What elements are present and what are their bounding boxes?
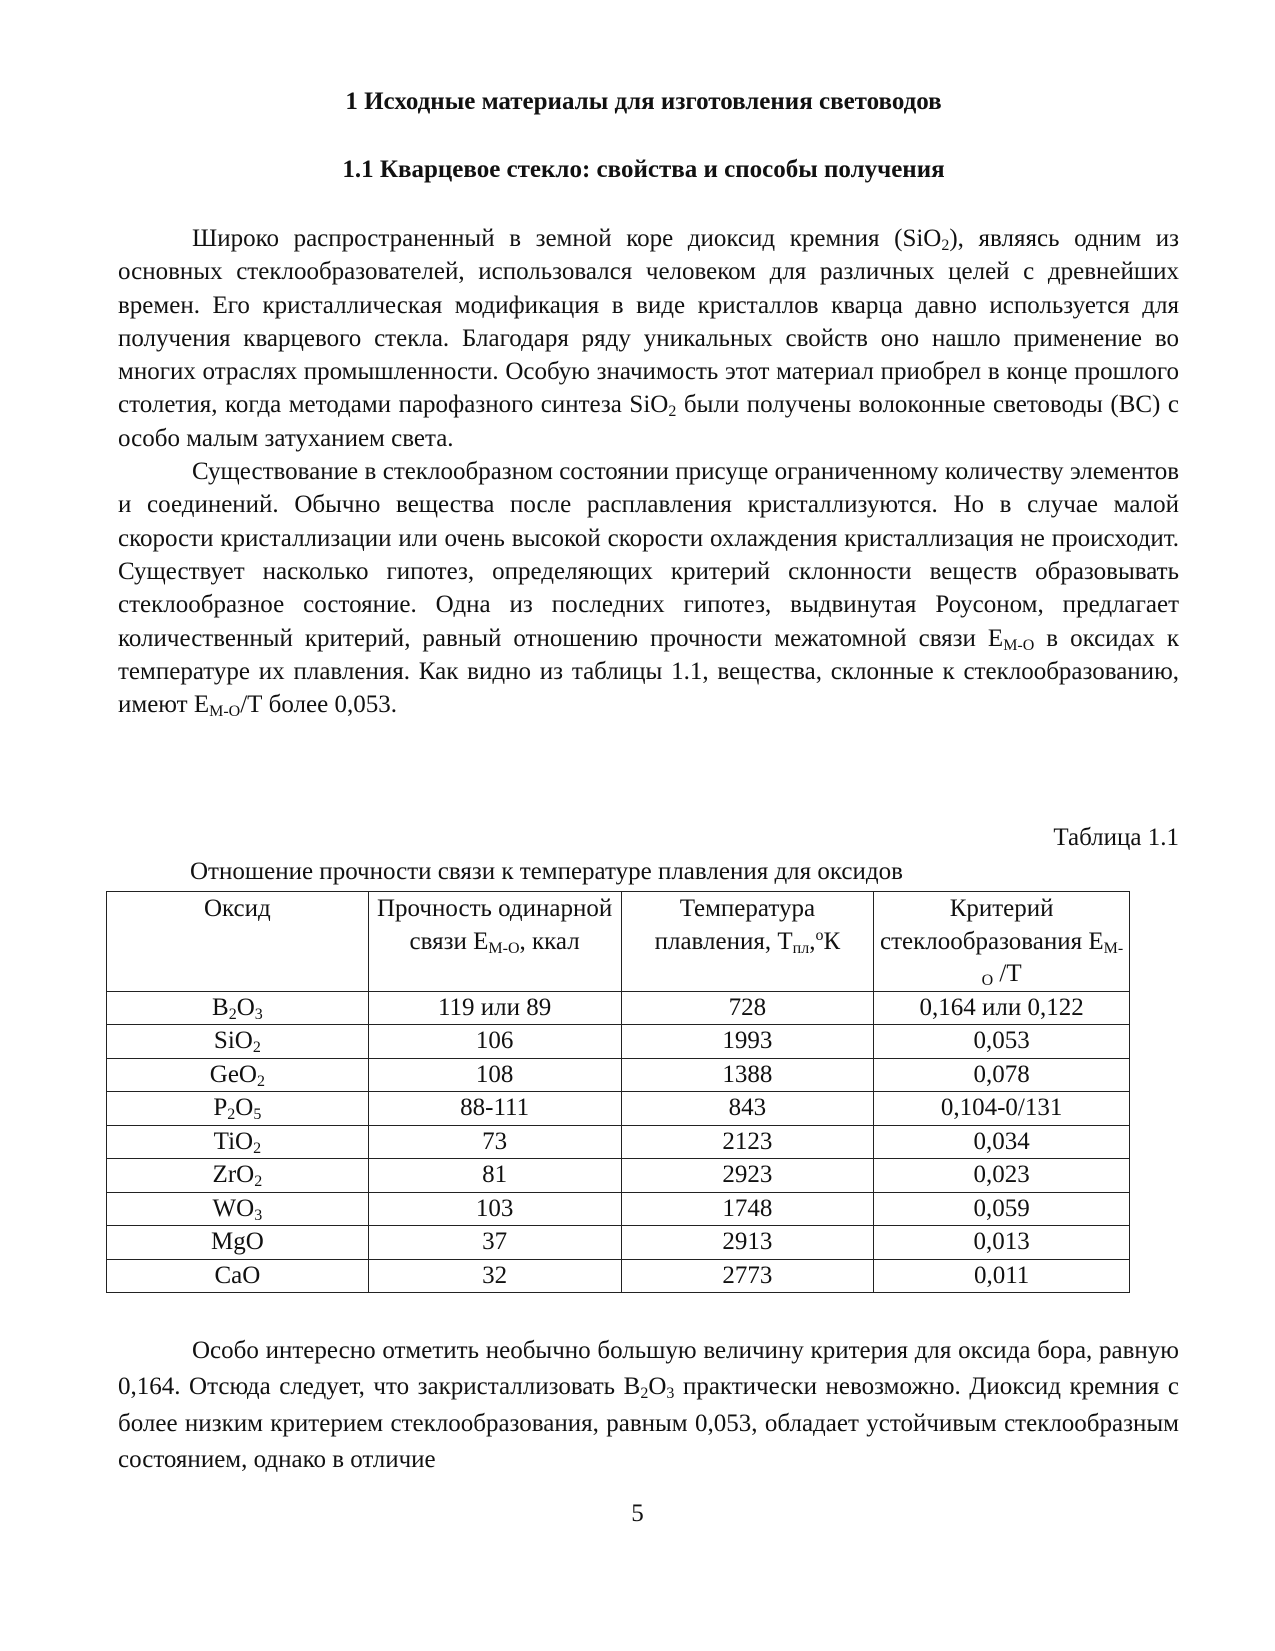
cell-oxide: $B_2O_3$ — [107, 991, 369, 1025]
table-row — [107, 1259, 1130, 1293]
cell-bond-strength: 81 — [368, 1159, 621, 1193]
header-oxide: Оксид — [107, 892, 369, 992]
table-row — [107, 1092, 1130, 1126]
cell-criterion: 0,078 — [874, 1058, 1130, 1092]
cell-melting-temp: 1993 — [621, 1025, 874, 1059]
cell-melting-temp: 2913 — [621, 1226, 874, 1260]
table-row — [107, 1192, 1130, 1226]
cell-criterion: 0,013 — [874, 1226, 1130, 1260]
table-header-row — [107, 892, 1130, 992]
header-criterion: Критерий стеклообразования $Е_{М-О}$ /Т — [874, 892, 1130, 992]
cell-bond-strength: 88-111 — [368, 1092, 621, 1126]
table-row — [107, 1159, 1130, 1193]
cell-melting-temp: 2123 — [621, 1125, 874, 1159]
cell-criterion: 0,059 — [874, 1192, 1130, 1226]
paragraph-2: Существование в стеклообразном состоянии присуще ограниченному количеству элементов и соединений. Обычно вещества после расплавления кристаллизуются. Но в случае малой скорости кристаллизации или очень высокой скорости охлаждения кристаллизация не происходит. Существует насколько гипотез, определяющих критерий склонности веществ образовывать стеклообразное состояние. Одна из последних гипотез, выдвинутая Роусоном, предлагает количественный критерий, равный отношению прочности межатомной связи $Е_{М-О}$ в оксидах к температуре их плавления. Как видно из таблицы 1.1, вещества, склонные к стеклообразованию, имеют $Е_{М-О}/Т$ более 0,053. — [118, 458, 1180, 721]
cell-bond-strength: 32 — [368, 1259, 621, 1293]
oxide-table — [106, 891, 1130, 1293]
cell-bond-strength: 73 — [368, 1125, 621, 1159]
cell-oxide: TiO$_2$ — [107, 1125, 369, 1159]
cell-melting-temp: 1748 — [621, 1192, 874, 1226]
table-label: Таблица 1.1 — [1053, 824, 1179, 851]
table-row — [107, 1058, 1130, 1092]
cell-oxide: SiO$_2$ — [107, 1025, 369, 1059]
table-caption: Отношение прочности связи к температуре плавления для оксидов — [190, 858, 903, 885]
cell-bond-strength: 119 или 89 — [368, 991, 621, 1025]
cell-criterion: 0,023 — [874, 1159, 1130, 1193]
cell-oxide: GeO$_2$ — [107, 1058, 369, 1092]
body-text-bottom — [118, 1333, 1179, 1478]
cell-melting-temp: 2773 — [621, 1259, 874, 1293]
chapter-heading: 1 Исходные материалы для изготовления световодов — [345, 88, 942, 115]
table-row — [107, 1025, 1130, 1059]
cell-criterion: 0,164 или 0,122 — [874, 991, 1130, 1025]
cell-criterion: 0,034 — [874, 1125, 1130, 1159]
cell-melting-temp: 843 — [621, 1092, 874, 1126]
table-row — [107, 1226, 1130, 1260]
cell-oxide: $P_2O_5$ — [107, 1092, 369, 1126]
cell-bond-strength: 106 — [368, 1025, 621, 1059]
header-bond-strength: Прочность одинарной связи $Е_{М-О}$, ккал — [368, 892, 621, 992]
cell-bond-strength: 108 — [368, 1058, 621, 1092]
cell-oxide: $WO_3$ — [107, 1192, 369, 1226]
cell-melting-temp: 2923 — [621, 1159, 874, 1193]
cell-oxide: CaO — [107, 1259, 369, 1293]
cell-melting-temp: 1388 — [621, 1058, 874, 1092]
cell-oxide: ZrO$_2$ — [107, 1159, 369, 1193]
cell-bond-strength: 103 — [368, 1192, 621, 1226]
section-heading: 1.1 Кварцевое стекло: свойства и способы получения — [342, 156, 945, 183]
paragraph-1: Широко распространенный в земной коре диоксид кремния (SiO$_2$), являясь одним из основных стеклообразователей, использовался человеком для различных целей с древнейших времен. Его кристаллическая модификация в виде кристаллов кварца давно используется для получения кварцевого стекла. Благодаря ряду уникальных свойств оно нашло применение во многих отраслях промышленности. Особую значимость этот материал приобрел в конце прошлого столетия, когда методами парофазного синтеза SiO$_2$ были получены волоконные световоды (ВС) с особо малым затуханием света. — [118, 225, 1179, 452]
page-number: 5 — [631, 1500, 644, 1527]
cell-criterion: 0,053 — [874, 1025, 1130, 1059]
table-row — [107, 1125, 1130, 1159]
table-row — [107, 991, 1130, 1025]
cell-criterion: 0,011 — [874, 1259, 1130, 1293]
cell-bond-strength: 37 — [368, 1226, 621, 1260]
cell-criterion: 0,104-0/131 — [874, 1092, 1130, 1126]
body-text-top — [118, 222, 1179, 721]
cell-melting-temp: 728 — [621, 991, 874, 1025]
cell-oxide: MgO — [107, 1226, 369, 1260]
header-melting-temp: Температура плавления, $Т_{пл},^оК$ — [621, 892, 874, 992]
paragraph-3: Особо интересно отметить необычно большую величину критерия для оксида бора, равную 0,164. Отсюда следует, что закристаллизовать $B_2O_3$ практически невозможно. Диоксид кремния с более низким критерием стеклообразования, равным 0,053, обладает устойчивым стеклообразным состоянием, однако в отличие — [118, 1337, 1179, 1473]
